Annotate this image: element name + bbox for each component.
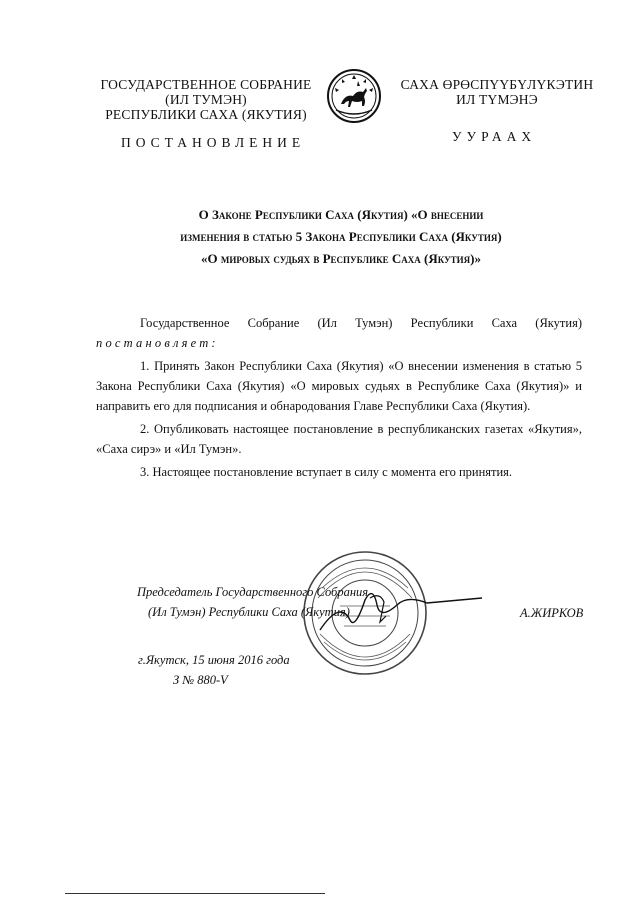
bottom-divider bbox=[65, 893, 325, 894]
header-left-line-1: ГОСУДАРСТВЕННОЕ СОБРАНИЕ bbox=[100, 77, 312, 92]
signer-title-line-1: Председатель Государственного Собрания bbox=[137, 585, 369, 599]
item-3: 3. Настоящее постановление вступает в силу с момента его принятия. bbox=[140, 465, 513, 479]
header-right bbox=[386, 77, 608, 107]
header-left bbox=[92, 77, 320, 122]
resolves-text: постановляет: bbox=[96, 336, 219, 350]
item-1: 1. Принять Закон Республики Саха (Якутия) «О внесении изменения в статью 5 Закона Республики Саха (Якутия) «О мировых судьях в Республике Саха (Якутия)» и направить его для подписания и обнародования Главе Республики Саха (Якутия). bbox=[96, 359, 582, 413]
decree-label-ru: ПОСТАНОВЛЕНИЕ bbox=[121, 135, 306, 150]
title-line-1: О Законе Республики Саха (Якутия) «О внесении bbox=[198, 207, 484, 222]
header-right-line-2: ИЛ ТҮМЭНЭ bbox=[456, 92, 538, 107]
header-left-line-2: (ИЛ ТУМЭН) bbox=[165, 92, 247, 107]
title-line-2: изменения в статью 5 Закона Республики Саха (Якутия) bbox=[180, 229, 502, 244]
yakutia-coat-of-arms-icon bbox=[326, 68, 382, 124]
intro-text: Государственное Собрание (Ил Тумэн) Республики Саха (Якутия) bbox=[140, 316, 582, 330]
signer-title-line-2: (Ил Тумэн) Республики Саха (Якутия) bbox=[148, 605, 350, 619]
item-2: 2. Опубликовать настоящее постановление в республиканских газетах «Якутия», «Саха сирэ» и «Ил Тумэн». bbox=[96, 422, 582, 456]
place-date: г.Якутск, 15 июня 2016 года bbox=[138, 653, 290, 667]
resolves-paragraph bbox=[96, 333, 582, 353]
title-line-3: «О мировых судьях в Республике Саха (Якутия)» bbox=[200, 251, 482, 266]
decree-label-sakha: УУРААХ bbox=[452, 129, 537, 144]
signer-name: А.ЖИРКОВ bbox=[520, 606, 584, 620]
intro-paragraph bbox=[96, 313, 582, 333]
document-body bbox=[96, 313, 582, 482]
header-right-line-1: САХА ӨРӨСПҮҮБҮЛҮКЭТИН bbox=[400, 77, 594, 92]
document-title bbox=[120, 204, 562, 270]
header-left-line-3: РЕСПУБЛИКИ САХА (ЯКУТИЯ) bbox=[105, 107, 307, 122]
document-number: З № 880-V bbox=[173, 673, 228, 687]
